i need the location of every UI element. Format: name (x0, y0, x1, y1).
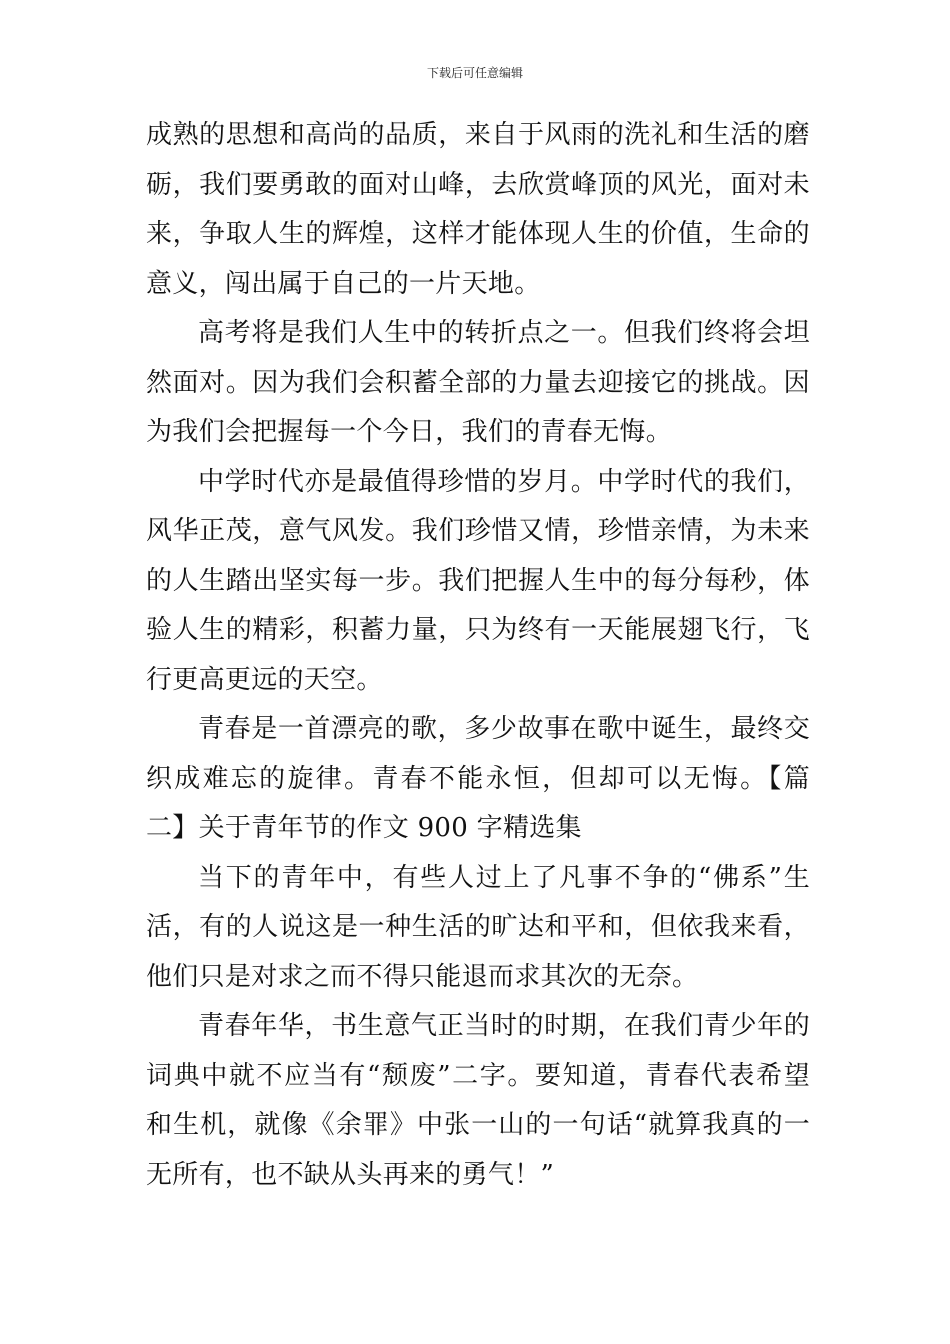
page-header: 下载后可任意编辑 (426, 66, 523, 80)
paragraph-first-line: 青春年华，书生意气正当时的时期，在我们青少年的 (198, 1011, 810, 1041)
text-line: 他们只是对求之而不得只能退而求其次的无奈。 (146, 961, 699, 992)
text-line: 验人生的精彩，积蓄力量，只为终有一天能展翅飞行，飞 (146, 615, 810, 645)
text-line: 然面对。因为我们会积蓄全部的力量去迎接它的挑战。因 (146, 367, 810, 398)
section-title-line: 二】关于青年节的作文 900 字精选集 (146, 813, 582, 843)
text-line: 活，有的人说这是一种生活的旷达和平和，但依我来看， (146, 912, 810, 942)
text-line: 词典中就不应当有“颓废”二字。要知道，青春代表希望 (146, 1060, 810, 1091)
text-line: 来，争取人生的辉煌，这样才能体现人生的价值，生命的 (146, 219, 810, 249)
text-line: 风华正茂，意气风发。我们珍惜又情，珍惜亲情，为未来 (146, 516, 810, 546)
text-line: 的人生踏出坚实每一步。我们把握人生中的每分每秒，体 (146, 565, 810, 596)
document-body (146, 120, 810, 1209)
text-line: 为我们会把握每一个今日，我们的青春无悔。 (146, 417, 673, 447)
paragraph-first-line: 青春是一首漂亮的歌，多少故事在歌中诞生，最终交 (198, 714, 810, 744)
paragraph-first-line: 当下的青年中，有些人过上了凡事不争的“佛系”生 (198, 862, 810, 893)
text-line: 砺，我们要勇敢的面对山峰，去欣赏峰顶的风光，面对未 (146, 169, 810, 200)
text-line: 成熟的思想和高尚的品质，来自于风雨的洗礼和生活的磨 (146, 120, 810, 150)
text-line: 无所有，也不缺从头再来的勇气！” (146, 1159, 555, 1190)
text-line: 织成难忘的旋律。青春不能永恒，但却可以无悔。【篇 (146, 763, 810, 794)
text-line: 意义，闯出属于自己的一片天地。 (146, 268, 541, 299)
text-line: 和生机，就像《余罪》中张一山的一句话“就算我真的一 (146, 1110, 810, 1140)
paragraph-first-line: 中学时代亦是最值得珍惜的岁月。中学时代的我们， (198, 466, 810, 497)
text-line: 行更高更远的天空。 (146, 664, 383, 695)
paragraph-first-line: 高考将是我们人生中的转折点之一。但我们终将会坦 (198, 318, 810, 348)
